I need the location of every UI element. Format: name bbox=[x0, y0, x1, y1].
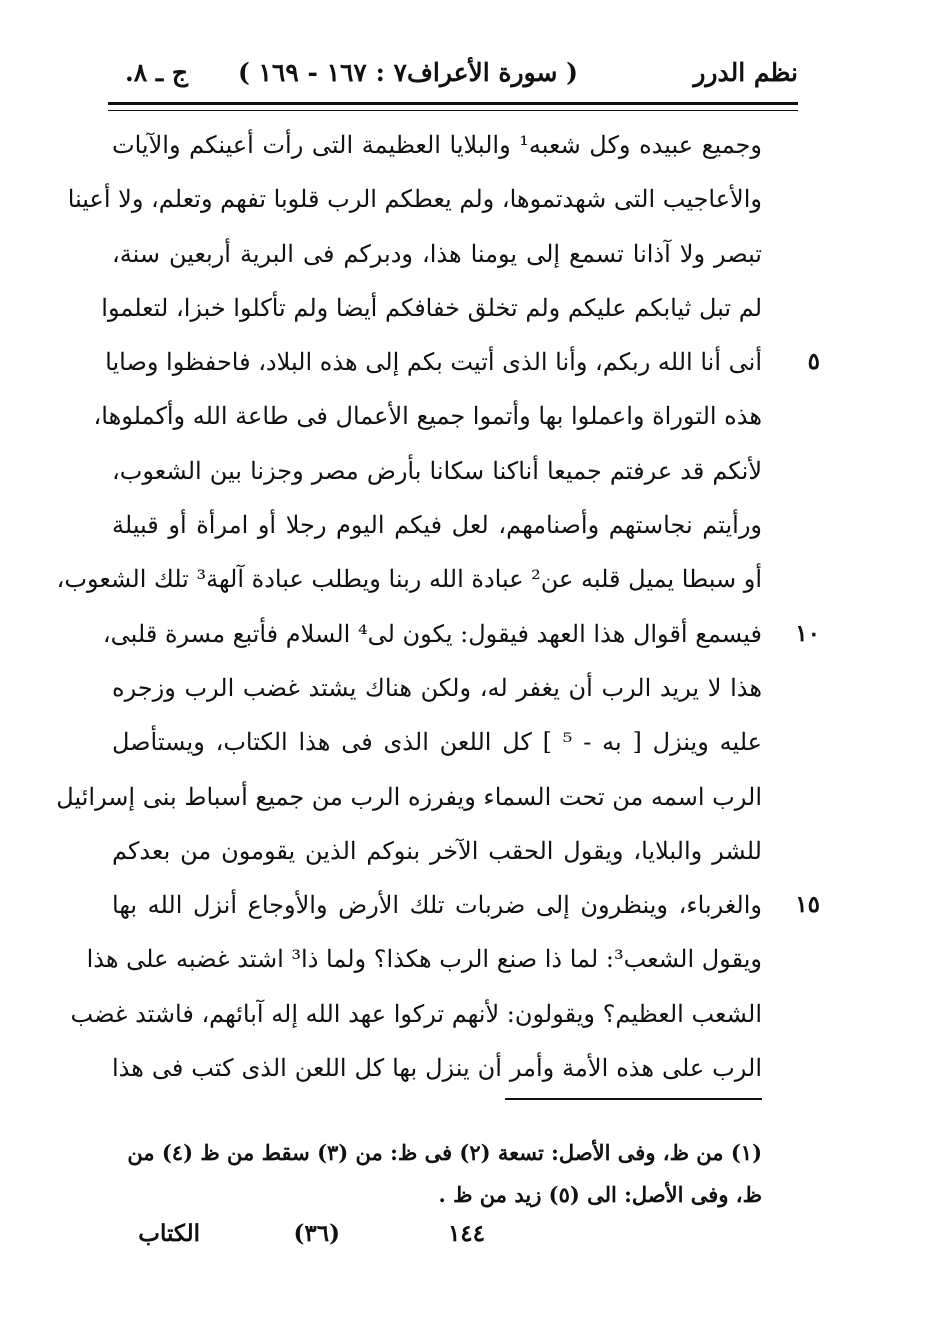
text-line bbox=[67, 172, 762, 226]
text-line bbox=[112, 824, 762, 878]
line-text: لم تبل ثيابكم عليكم ولم تخلق خفافكم أيضا ولم تأكلوا خبزا، لتعلموا bbox=[101, 293, 762, 322]
catchword: الكتاب bbox=[138, 1220, 200, 1247]
text-line bbox=[112, 661, 762, 715]
line-text: الشعب العظيم؟ ويقولون: لأنهم تركوا عهد الله إله آبائهم، فاشتد غضب bbox=[70, 999, 762, 1028]
footnote-line: ظ، وفى الأصل: الى (٥) زيد من ظ . bbox=[438, 1182, 762, 1207]
text-line bbox=[102, 607, 820, 661]
text-line bbox=[101, 281, 762, 335]
text-line bbox=[112, 227, 762, 281]
line-text: والأعاجيب التى شهدتموها، ولم يعطكم الرب قلوبا تفهم وتعلم، ولا أعينا bbox=[67, 185, 762, 214]
running-header bbox=[108, 52, 798, 98]
line-text: فيسمع أقوال هذا العهد فيقول: يكون لى⁴ السلام فأتبع مسرة قلبى، bbox=[102, 619, 762, 648]
main-text bbox=[56, 118, 820, 1095]
text-line bbox=[112, 118, 762, 172]
text-line bbox=[112, 444, 762, 498]
text-line bbox=[112, 1041, 762, 1095]
line-text: ويقول الشعب³: لما ذا صنع الرب هكذا؟ ولما ذا³ اشتد غضبه على هذا bbox=[86, 945, 762, 974]
line-text: لأنكم قد عرفتم جميعا أناكنا سكانا بأرض مصر وجزنا بين الشعوب، bbox=[112, 456, 763, 485]
text-line bbox=[112, 878, 820, 932]
text-line bbox=[93, 389, 762, 443]
line-text: أو سبطا يميل قلبه عن² عبادة الله ربنا ويطلب عبادة آلهة³ تلك الشعوب، bbox=[56, 565, 762, 594]
header-rule-thick bbox=[108, 102, 798, 105]
line-text: أنى أنا الله ربكم، وأنا الذى أتيت بكم إلى هذه البلاد، فاحفظوا وصايا bbox=[105, 348, 762, 377]
text-line bbox=[56, 770, 762, 824]
line-text: والغرباء، وينظرون إلى ضربات تلك الأرض والأوجاع أنزل الله بها bbox=[112, 891, 762, 920]
footnote-line: (١) من ظ، وفى الأصل: تسعة (٢) فى ظ: من (٣) سقط من ظ (٤) من bbox=[127, 1140, 762, 1165]
page-number: ١٤٤ bbox=[447, 1220, 485, 1247]
line-number: ١٠ bbox=[795, 619, 820, 647]
book-title: نظم الدرر bbox=[693, 58, 798, 87]
text-line bbox=[56, 552, 762, 606]
line-text: ورأيتم نجاستهم وأصنامهم، لعل فيكم اليوم رجلا أو امرأة أو قبيلة bbox=[112, 511, 762, 540]
line-text: هذه التوراة واعملوا بها وأتموا جميع الأعمال فى طاعة الله وأكملوها، bbox=[93, 402, 762, 431]
line-number: ١٥ bbox=[795, 891, 820, 919]
line-text: الرب على هذه الأمة وأمر أن ينزل بها كل اللعن الذى كتب فى هذا bbox=[112, 1054, 762, 1083]
signature-mark: (٣٦) bbox=[293, 1220, 340, 1247]
volume-number: ج ـ ٨. bbox=[124, 58, 188, 87]
text-line bbox=[105, 335, 820, 389]
header-rule-thin bbox=[108, 110, 798, 111]
line-text: تبصر ولا آذانا تسمع إلى يومنا هذا، ودبركم فى البرية أربعين سنة، bbox=[112, 239, 762, 268]
text-line bbox=[112, 498, 762, 552]
text-line bbox=[70, 987, 762, 1041]
text-line bbox=[86, 932, 762, 986]
line-text: الرب اسمه من تحت السماء ويفرزه الرب من جميع أسباط بنى إسرائيل bbox=[56, 782, 762, 811]
page-footer bbox=[130, 1220, 530, 1260]
text-line bbox=[112, 715, 762, 769]
footnote-separator bbox=[505, 1098, 762, 1100]
line-text: وجميع عبيده وكل شعبه¹ والبلايا العظيمة التى رأت أعينكم والآيات bbox=[112, 131, 762, 159]
line-number: ٥ bbox=[807, 348, 820, 376]
line-text: هذا لا يريد الرب أن يغفر له، ولكن هناك يشتد غضب الرب وزجره bbox=[112, 673, 762, 702]
line-text: للشر والبلايا، ويقول الحقب الآخر بنوكم الذين يقومون من بعدكم bbox=[112, 836, 762, 865]
line-text: عليه وينزل [ به - ⁵ ] كل اللعن الذى فى هذا الكتاب، ويستأصل bbox=[112, 728, 762, 757]
footnotes bbox=[112, 1132, 762, 1216]
sura-reference: ( سورة الأعراف٧ : ١٦٧ - ١٦٩ ) bbox=[237, 58, 578, 87]
